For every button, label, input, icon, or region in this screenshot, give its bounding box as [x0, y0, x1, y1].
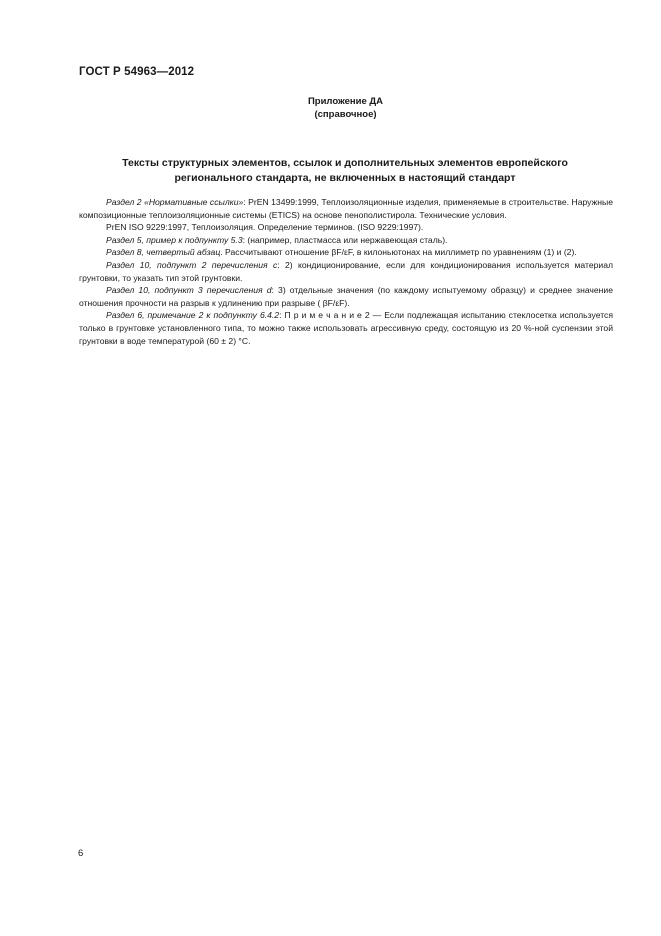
paragraph-text: : П р и м е ч а н и е 2 — Если подлежащая испытанию стеклосетка используется только в грунтовке установленного типа, то можно также использовать агрессивную среду, состоящую из 20 %-ной суспензии этой грунтовки в воде температурой (60 ± 2) °С. [79, 310, 613, 346]
appendix-title: Приложение ДА [307, 96, 384, 107]
paragraph-text: : 3) отдельные значения (по каждому испытуемому образцу) и среднее значение отношения прочности на разрыв к удлинению при разрыве ( βF/εF). [79, 285, 613, 308]
paragraph-text: PrEN ISO 9229:1997, Теплоизоляция. Определение терминов. (ISO 9229:1997). [106, 222, 424, 233]
paragraph-reference: Раздел 10, подпункт 3 перечисления d [106, 285, 272, 296]
section-heading [90, 156, 600, 186]
paragraph [79, 234, 613, 247]
paragraph-reference: Раздел 8, четвертый абзац [106, 247, 221, 258]
paragraph-reference: Раздел 6, примечание 2 к подпункту 6.4.2 [106, 310, 280, 321]
page-number: 6 [78, 848, 84, 859]
paragraph-reference: Раздел 5, пример к подпункту 5.3 [106, 234, 243, 245]
paragraph-text: : 2) кондиционирование, если для кондиционирования используется материал грунтовки, то указать тип этой грунтовки. [79, 259, 613, 283]
paragraph-reference: Раздел 2 «Нормативные ссылки» [106, 197, 244, 207]
paragraph-text: . Рассчитывают отношение βF/εF, в килоньютонах на миллиметр по уравнениям (1) и (2). [220, 247, 577, 258]
paragraph-text: : PrEN 13499:1999, Теплоизоляционные изделия, применяемые в строительстве. Наружные композиционные теплоизоляционные системы (ETICS) на основе пенополистирола. Технические условия. [79, 197, 613, 220]
paragraph [79, 246, 613, 259]
paragraph [79, 221, 613, 234]
paragraph [79, 196, 613, 221]
paragraph [79, 259, 613, 284]
paragraph-text: : (например, пластмасса или нержавеющая сталь). [242, 234, 448, 245]
section-heading-line-1: Тексты структурных элементов, ссылок и дополнительных элементов европейского [122, 157, 568, 169]
paragraph [79, 309, 613, 347]
appendix-title-block [0, 95, 661, 121]
body-text [79, 196, 613, 347]
paragraph-reference: Раздел 10, подпункт 2 перечисления c [106, 259, 278, 270]
paragraph [79, 284, 613, 309]
section-heading-line-2: регионального стандарта, не включенных в настоящий стандарт [174, 172, 516, 184]
standard-code: ГОСТ Р 54963—2012 [79, 66, 195, 78]
appendix-subtitle: (справочное) [314, 109, 377, 120]
